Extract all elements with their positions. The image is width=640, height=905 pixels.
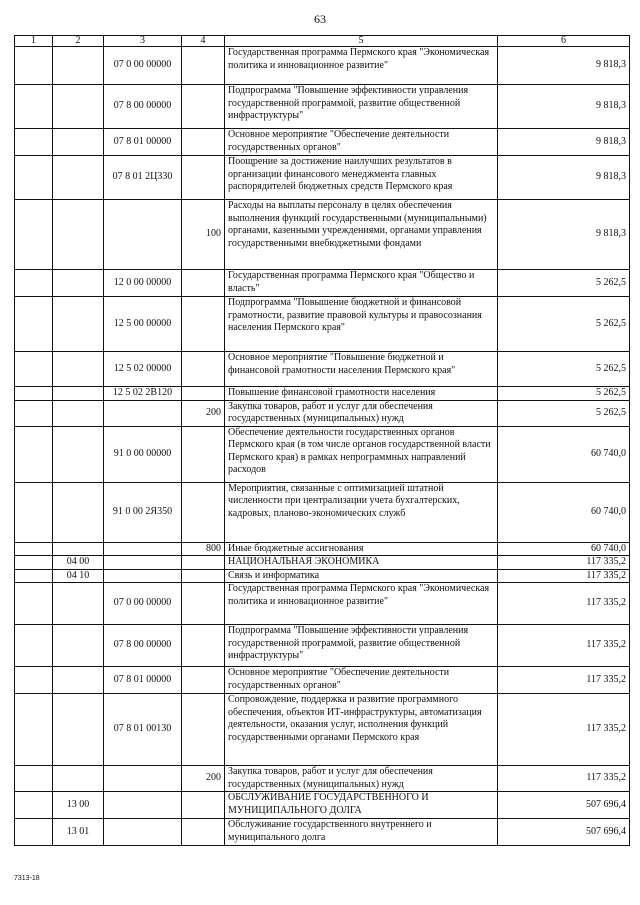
description-cell: Подпрограмма "Повышение эффективности управления государственной программой, развитие общественной инфраструктуры" <box>225 85 498 129</box>
target-article-cell <box>104 766 182 792</box>
description-cell: Повышение финансовой грамотности населения <box>225 387 498 401</box>
table-row <box>15 583 630 625</box>
subsection-code-cell <box>53 482 104 542</box>
target-article-cell: 07 8 01 00000 <box>104 129 182 156</box>
expense-type-cell: 200 <box>182 766 225 792</box>
subsection-code-cell <box>53 542 104 556</box>
document-code: 7313-18 <box>14 875 40 882</box>
target-article-cell: 07 8 01 00000 <box>104 667 182 694</box>
section-code-cell <box>15 156 53 200</box>
description-cell: Государственная программа Пермского края "Общество и власть" <box>225 270 498 297</box>
subsection-code-cell <box>53 129 104 156</box>
amount-cell: 9 818,3 <box>498 200 630 270</box>
table-row <box>15 819 630 846</box>
subsection-code-cell <box>53 156 104 200</box>
subsection-code-cell <box>53 200 104 270</box>
amount-cell: 60 740,0 <box>498 542 630 556</box>
description-cell: Сопровождение, поддержка и развитие программного обеспечения, объектов ИТ-инфраструктуры, автоматизация деятельности, оказания услуг, исполнения функций государственными органами Пермского края <box>225 694 498 766</box>
table-row <box>15 667 630 694</box>
amount-cell: 117 335,2 <box>498 556 630 570</box>
target-article-cell <box>104 819 182 846</box>
section-code-cell <box>15 667 53 694</box>
target-article-cell: 07 8 00 00000 <box>104 625 182 667</box>
description-cell: Основное мероприятие "Повышение бюджетной и финансовой грамотности населения Пермского края" <box>225 352 498 387</box>
target-article-cell: 07 8 01 2Ц330 <box>104 156 182 200</box>
description-cell: Государственная программа Пермского края "Экономическая политика и инновационное развитие" <box>225 47 498 85</box>
table-row <box>15 400 630 426</box>
description-cell: Иные бюджетные ассигнования <box>225 542 498 556</box>
expense-type-cell <box>182 426 225 482</box>
target-article-cell: 07 0 00 00000 <box>104 47 182 85</box>
description-cell: Мероприятия, связанные с оптимизацией штатной численности при централизации учета бухгалтерских, кадровых, планово-экономических служб <box>225 482 498 542</box>
amount-cell: 9 818,3 <box>498 129 630 156</box>
table-row <box>15 792 630 819</box>
section-code-cell <box>15 694 53 766</box>
expense-type-cell <box>182 583 225 625</box>
target-article-cell: 12 5 00 00000 <box>104 297 182 352</box>
amount-cell: 5 262,5 <box>498 387 630 401</box>
section-code-cell <box>15 297 53 352</box>
column-header: 2 <box>53 36 104 47</box>
description-cell: Обслуживание государственного внутреннего и муниципального долга <box>225 819 498 846</box>
expense-type-cell <box>182 47 225 85</box>
table-row <box>15 85 630 129</box>
subsection-code-cell <box>53 766 104 792</box>
section-code-cell <box>15 47 53 85</box>
section-code-cell <box>15 569 53 583</box>
expense-type-cell <box>182 792 225 819</box>
subsection-code-cell <box>53 667 104 694</box>
target-article-cell: 12 0 00 00000 <box>104 270 182 297</box>
amount-cell: 117 335,2 <box>498 625 630 667</box>
subsection-code-cell <box>53 270 104 297</box>
amount-cell: 117 335,2 <box>498 766 630 792</box>
column-header: 1 <box>15 36 53 47</box>
subsection-code-cell <box>53 583 104 625</box>
subsection-code-cell: 13 01 <box>53 819 104 846</box>
description-cell: Подпрограмма "Повышение бюджетной и финансовой грамотности, развитие правовой культуры и правосознания населения Пермского края" <box>225 297 498 352</box>
section-code-cell <box>15 542 53 556</box>
expense-type-cell: 100 <box>182 200 225 270</box>
description-cell: ОБСЛУЖИВАНИЕ ГОСУДАРСТВЕННОГО И МУНИЦИПАЛЬНОГО ДОЛГА <box>225 792 498 819</box>
target-article-cell <box>104 542 182 556</box>
target-article-cell: 91 0 00 2Я350 <box>104 482 182 542</box>
table-row <box>15 569 630 583</box>
description-cell: НАЦИОНАЛЬНАЯ ЭКОНОМИКА <box>225 556 498 570</box>
table-row <box>15 542 630 556</box>
amount-cell: 117 335,2 <box>498 694 630 766</box>
expense-type-cell <box>182 129 225 156</box>
amount-cell: 60 740,0 <box>498 426 630 482</box>
subsection-code-cell: 04 00 <box>53 556 104 570</box>
description-cell: Государственная программа Пермского края "Экономическая политика и инновационное развитие" <box>225 583 498 625</box>
target-article-cell <box>104 569 182 583</box>
expense-type-cell <box>182 694 225 766</box>
table-row <box>15 387 630 401</box>
expense-type-cell <box>182 625 225 667</box>
expense-type-cell <box>182 667 225 694</box>
amount-cell: 5 262,5 <box>498 270 630 297</box>
subsection-code-cell <box>53 625 104 667</box>
section-code-cell <box>15 400 53 426</box>
target-article-cell: 07 0 00 00000 <box>104 583 182 625</box>
section-code-cell <box>15 583 53 625</box>
section-code-cell <box>15 482 53 542</box>
target-article-cell: 91 0 00 00000 <box>104 426 182 482</box>
column-header: 4 <box>182 36 225 47</box>
table-row <box>15 625 630 667</box>
description-cell: Расходы на выплаты персоналу в целях обеспечения выполнения функций государственными (муниципальными) органами, казенными учреждениями, органами управления государственными внебюджетными фондами <box>225 200 498 270</box>
amount-cell: 117 335,2 <box>498 569 630 583</box>
table-row <box>15 297 630 352</box>
subsection-code-cell: 04 10 <box>53 569 104 583</box>
target-article-cell: 07 8 00 00000 <box>104 85 182 129</box>
target-article-cell <box>104 400 182 426</box>
target-article-cell <box>104 200 182 270</box>
section-code-cell <box>15 556 53 570</box>
target-article-cell: 07 8 01 00130 <box>104 694 182 766</box>
table-row <box>15 426 630 482</box>
section-code-cell <box>15 819 53 846</box>
expense-type-cell <box>182 297 225 352</box>
target-article-cell <box>104 792 182 819</box>
section-code-cell <box>15 270 53 297</box>
expense-type-cell <box>182 569 225 583</box>
section-code-cell <box>15 792 53 819</box>
subsection-code-cell <box>53 352 104 387</box>
column-header: 3 <box>104 36 182 47</box>
section-code-cell <box>15 200 53 270</box>
expense-type-cell <box>182 270 225 297</box>
table-row <box>15 129 630 156</box>
amount-cell: 9 818,3 <box>498 47 630 85</box>
expense-type-cell <box>182 352 225 387</box>
subsection-code-cell <box>53 400 104 426</box>
amount-cell: 507 696,4 <box>498 819 630 846</box>
target-article-cell: 12 5 02 2В120 <box>104 387 182 401</box>
section-code-cell <box>15 426 53 482</box>
section-code-cell <box>15 766 53 792</box>
section-code-cell <box>15 387 53 401</box>
description-cell: Связь и информатика <box>225 569 498 583</box>
subsection-code-cell <box>53 426 104 482</box>
table-row <box>15 556 630 570</box>
description-cell: Основное мероприятие "Обеспечение деятельности государственных органов" <box>225 129 498 156</box>
table-row <box>15 766 630 792</box>
amount-cell: 5 262,5 <box>498 352 630 387</box>
table-row <box>15 47 630 85</box>
subsection-code-cell <box>53 85 104 129</box>
table-row <box>15 482 630 542</box>
expense-type-cell: 800 <box>182 542 225 556</box>
expense-type-cell <box>182 556 225 570</box>
expense-type-cell <box>182 819 225 846</box>
target-article-cell <box>104 556 182 570</box>
column-header: 5 <box>225 36 498 47</box>
amount-cell: 5 262,5 <box>498 400 630 426</box>
subsection-code-cell: 13 00 <box>53 792 104 819</box>
amount-cell: 5 262,5 <box>498 297 630 352</box>
column-header: 6 <box>498 36 630 47</box>
expense-type-cell <box>182 482 225 542</box>
amount-cell: 9 818,3 <box>498 85 630 129</box>
description-cell: Основное мероприятие "Обеспечение деятельности государственных органов" <box>225 667 498 694</box>
expense-type-cell <box>182 387 225 401</box>
description-cell: Поощрение за достижение наилучших результатов в организации финансового менеджмента главных распорядителей бюджетных средств Пермского края <box>225 156 498 200</box>
section-code-cell <box>15 85 53 129</box>
budget-table <box>14 35 630 846</box>
subsection-code-cell <box>53 694 104 766</box>
expense-type-cell <box>182 85 225 129</box>
amount-cell: 507 696,4 <box>498 792 630 819</box>
table-row <box>15 156 630 200</box>
table-row <box>15 694 630 766</box>
amount-cell: 9 818,3 <box>498 156 630 200</box>
column-number-row <box>15 36 630 47</box>
table-row <box>15 352 630 387</box>
subsection-code-cell <box>53 297 104 352</box>
amount-cell: 117 335,2 <box>498 583 630 625</box>
expense-type-cell <box>182 156 225 200</box>
subsection-code-cell <box>53 47 104 85</box>
subsection-code-cell <box>53 387 104 401</box>
section-code-cell <box>15 129 53 156</box>
page-number: 63 <box>314 12 326 26</box>
amount-cell: 117 335,2 <box>498 667 630 694</box>
amount-cell: 60 740,0 <box>498 482 630 542</box>
target-article-cell: 12 5 02 00000 <box>104 352 182 387</box>
description-cell: Закупка товаров, работ и услуг для обеспечения государственных (муниципальных) нужд <box>225 766 498 792</box>
description-cell: Закупка товаров, работ и услуг для обеспечения государственных (муниципальных) нужд <box>225 400 498 426</box>
expense-type-cell: 200 <box>182 400 225 426</box>
table-row <box>15 200 630 270</box>
table-row <box>15 270 630 297</box>
section-code-cell <box>15 352 53 387</box>
section-code-cell <box>15 625 53 667</box>
description-cell: Обеспечение деятельности государственных органов Пермского края (в том числе органов государственной власти Пермского края) в рамках непрограммных направлений расходов <box>225 426 498 482</box>
description-cell: Подпрограмма "Повышение эффективности управления государственной программой, развитие общественной инфраструктуры" <box>225 625 498 667</box>
